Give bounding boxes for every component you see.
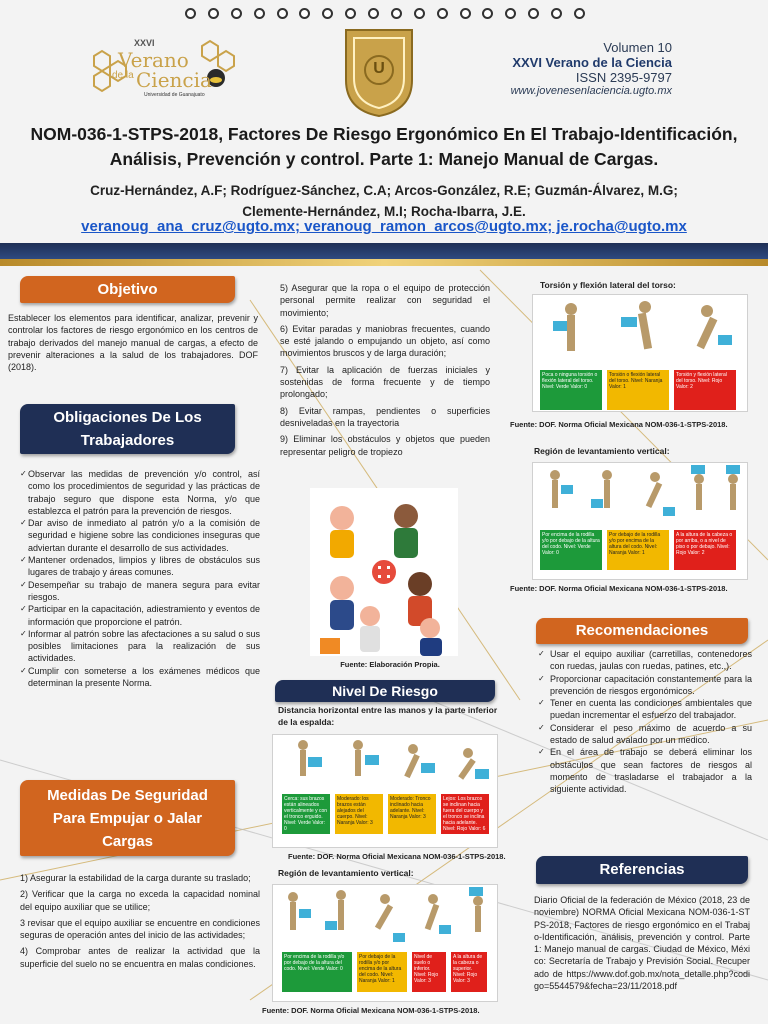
- referencias-heading: Referencias: [536, 856, 748, 884]
- poster-title: NOM-036-1-STPS-2018, Factores De Riesgo Ergonómico En El Trabajo-Identificación, Análisis, Prevención y control. Parte 1: Manejo Manual de Cargas.: [30, 124, 738, 169]
- obligaciones-heading-line1: Obligaciones De Los: [53, 409, 202, 426]
- authors-line-2: Clemente-Hernández, M.I; Rocha-Ibarra, J.E.: [242, 204, 526, 219]
- illustration-source: Fuente: Elaboración Propia.: [340, 660, 440, 669]
- objetivo-heading: Objetivo: [20, 276, 235, 303]
- recomendaciones-list: [534, 648, 752, 796]
- author-emails[interactable]: veranoug_ana_cruz@ugto.mx; veranoug_ramon_arcos@ugto.mx; je.rocha@ugto.mx: [81, 218, 687, 235]
- ring-dot: [208, 8, 219, 19]
- list-item: ✓ Informar al patrón sobre las afectaciones a su salud o sus posibles limitaciones para la realización de sus actividades.: [20, 628, 260, 665]
- region-right-figures: [533, 463, 747, 529]
- risk-level-cell: Torsión y flexión lateral del torso. Nivel: Rojo Valor: 2: [673, 369, 737, 411]
- issn: ISSN 2395-9797: [575, 70, 672, 85]
- authors-line-1: Cruz-Hernández, A.F; Rodríguez-Sánchez, C.A; Arcos-González, R.E; Guzmán-Álvarez, M.G;: [90, 183, 678, 198]
- volume-number: Volumen 10: [603, 40, 672, 55]
- region-right-source: Fuente: DOF. Norma Oficial Mexicana NOM-036-1-STPS-2018.: [510, 584, 728, 593]
- list-item: 7) Evitar la aplicación de fuerzas iniciales y sostenidas de forma frecuente y de tiempo prolongado;: [280, 364, 490, 400]
- ring-dot: [322, 8, 333, 19]
- list-item: 3 revisar que el equipo auxiliar se encuentre en condiciones seguras de operación antes del inicio de las actividades;: [20, 917, 260, 941]
- recomendaciones-heading: Recomendaciones: [536, 618, 748, 644]
- ring-dot: [460, 8, 471, 19]
- ring-dot: [185, 8, 196, 19]
- medidas-heading-line3: Cargas: [102, 833, 153, 850]
- list-item: ✓ Usar el equipo auxiliar (carretillas, contenedores con ruedas, jaulas con ruedas, patines, etc.,).: [534, 648, 752, 673]
- risk-level-cell: Por encima de la rodilla y/o por debajo de la altura del codo. Nivel: Verde Valor: 0: [539, 529, 603, 571]
- list-item: ✓ Considerar el peso máximo de acuerdo a su estado de salud avalado por un medico.: [534, 722, 752, 747]
- list-item: ✓ Cumplir con someterse a los exámenes médicos que determinan la presente Norma.: [20, 665, 260, 690]
- referencias-text: Diario Oficial de la federación de México (2018, 23 de noviembre) NORMA Oficial Mexicana NOM-036-1-STPS-2018, Factores de riesgo ergonómico en el Trabajo-Identificación, análisis, prevención y control. Parte 1: Manejo manual de cargas. Ciudad de México, México: Secretaría de Trabajo y Previsión Social. Recuperado de https://www.dof.gob.mx/nota_detalle.php?codigo=5544579&fecha=23/11/2018.pdf: [534, 895, 750, 992]
- risk-level-cell: Moderado: los brazos están alejados del cuerpo. Nivel: Naranja Valor: 3: [334, 793, 384, 835]
- list-item: ✓ Proporcionar capacitación constantemente para la prevención de riesgos ergonómicos.: [534, 673, 752, 698]
- torsion-figures: [533, 295, 747, 365]
- list-item: ✓ Tener en cuenta las condiciones ambientales que puedan incrementar el esfuerzo del trabajador.: [534, 697, 752, 722]
- nivel-panel2-source: Fuente: DOF. Norma Oficial Mexicana NOM-036-1-STPS-2018.: [262, 1006, 480, 1015]
- list-item: ✓ Dar aviso de inmediato al patrón y/o a la comisión de seguridad e higiene sobre las condiciones inseguras que adviertan durante el desarrollo de sus actividades.: [20, 517, 260, 554]
- medidas-list-left: [20, 872, 260, 974]
- torsion-label: Torsión y flexión lateral del torso:: [540, 280, 676, 290]
- list-item: 2) Verificar que la carga no exceda la capacidad nominal del equipo auxiliar que se utilice;: [20, 889, 260, 912]
- ring-dot: [277, 8, 288, 19]
- ring-dot: [254, 8, 265, 19]
- risk-level-cell: Por encima de la rodilla y/o por debajo de la altura del codo. Nivel: Verde Valor: 0: [281, 951, 353, 993]
- nivel-panel1-figures: [273, 735, 497, 795]
- ring-dot: [437, 8, 448, 19]
- risk-level-cell: Cerca: sus brazos están alineados verticalmente y con el tronco erguido. Nivel: Verde Valor: 0: [281, 793, 331, 835]
- logo-verano: Verano: [118, 48, 189, 72]
- medidas-heading-line2: Para Empujar o Jalar: [52, 810, 203, 827]
- list-item: 6) Evitar paradas y maniobras frecuentes, cuando se esté jalando o empujando un objeto, así como movimientos bruscos y de larga duración;: [280, 323, 490, 359]
- nivel-panel-1: [272, 734, 498, 848]
- list-item: 5) Asegurar que la ropa o el equipo de protección personal permite realizar con seguridad el movimiento;: [280, 283, 490, 318]
- ring-dot: [368, 8, 379, 19]
- region-right-cells: [539, 529, 743, 571]
- logo-dela: de la: [112, 70, 134, 81]
- university-seal: [340, 24, 418, 118]
- header-band: [0, 243, 768, 259]
- list-item: 8) Evitar rampas, pendientes o superficies desniveladas en la trayectoria: [280, 405, 490, 428]
- list-item: ✓ En el área de trabajo se deberá eliminar los obstáculos que sean factores de riesgos al momento de trasladarse el trabajador a la siguiente actividad.: [534, 746, 752, 795]
- verano-ciencia-logo: [84, 36, 244, 106]
- medidas-heading: [20, 780, 235, 856]
- list-item: ✓ Desempeñar su trabajo de manera segura para evitar riesgos.: [20, 579, 260, 604]
- ring-dot: [231, 8, 242, 19]
- ring-dot: [505, 8, 516, 19]
- workers-illustration: [310, 488, 458, 656]
- ring-dot: [551, 8, 562, 19]
- nivel-panel1-label: Distancia horizontal entre las manos y la parte inferior de la espalda:: [278, 705, 498, 727]
- list-item: ✓ Observar las medidas de prevención y/o control, así como los procedimientos de seguridad y las prácticas de trabajo seguro que dispone esta Norma, y/o que establezca el patrón para la prevención de riesgos.: [20, 468, 260, 517]
- logo-university: Universidad de Guanajuato: [144, 92, 205, 98]
- obligaciones-heading: [20, 404, 235, 454]
- risk-level-cell: Por debajo de la rodilla y/o por encima de la altura del codo. Nivel: Naranja Valor: 1: [356, 951, 408, 993]
- list-item: 9) Eliminar los obstáculos y objetos que pueden representar peligro de tropiezo: [280, 434, 490, 457]
- ring-dot: [528, 8, 539, 19]
- risk-level-cell: Lejos: Los brazos se inclinan hacia fuera del cuerpo y el tronco se inclina hacia adelante. Nivel: Rojo Valor: 6: [440, 793, 490, 835]
- torsion-source: Fuente: DOF. Norma Oficial Mexicana NOM-036-1-STPS-2018.: [510, 420, 728, 429]
- authors: [40, 180, 728, 222]
- volume-info: [492, 40, 672, 97]
- risk-level-cell: A la altura de la cabeza o por arriba, o a nivel de piso o por debajo. Nivel: Rojo Valor: 2: [673, 529, 737, 571]
- obligaciones-heading-line2: Trabajadores: [80, 432, 175, 449]
- ring-dot: [574, 8, 585, 19]
- medidas-list-middle: [280, 282, 490, 462]
- ring-dot: [391, 8, 402, 19]
- list-item: 1) Asegurar la estabilidad de la carga durante su traslado;: [20, 873, 251, 883]
- list-item: ✓ Mantener ordenados, limpios y libres de obstáculos sus lugares de trabajo y áreas comunes.: [20, 554, 260, 579]
- risk-level-cell: Moderado: Tronco inclinado hacia adelante. Nivel: Naranja Valor: 3: [387, 793, 437, 835]
- top-ring-dots: [185, 8, 585, 19]
- nivel-heading: Nivel De Riesgo: [275, 680, 495, 702]
- region-right-panel: [532, 462, 748, 580]
- obligaciones-list: [20, 468, 260, 689]
- ring-dot: [414, 8, 425, 19]
- website[interactable]: www.jovenesenlaciencia.ugto.mx: [510, 85, 672, 97]
- list-item: ✓ Participar en la capacitación, adiestramiento y eventos de información que proporcione el patrón.: [20, 603, 260, 628]
- nivel-panel2-cells: [281, 951, 491, 993]
- nivel-panel1-source: Fuente: DOF. Norma Oficial Mexicana NOM-036-1-STPS-2018.: [288, 852, 506, 861]
- nivel-panel1-cells: [281, 793, 491, 835]
- risk-level-cell: Torsión o flexión lateral del torso. Nivel: Naranja Valor: 1: [606, 369, 670, 411]
- torsion-cells: [539, 369, 743, 411]
- risk-level-cell: A la altura de la cabeza o superior. Nivel: Rojo Valor: 3: [450, 951, 488, 993]
- logo-ciencia: Ciencia: [136, 68, 212, 92]
- ring-dot: [482, 8, 493, 19]
- logo-roman: XXVI: [134, 38, 155, 48]
- region-right-label: Región de levantamiento vertical:: [534, 446, 670, 456]
- risk-level-cell: Nivel de suelo o inferior. Nivel: Rojo Valor: 3: [411, 951, 447, 993]
- ring-dot: [299, 8, 310, 19]
- header-gold-band: [0, 259, 768, 266]
- risk-level-cell: Poca o ninguna torsión o flexión lateral del torso. Nivel: Verde Valor: 0: [539, 369, 603, 411]
- list-item: 4) Comprobar antes de realizar la actividad que la superficie del suelo no se encuentra en malas condiciones.: [20, 946, 260, 969]
- nivel-panel2-figures: [273, 885, 497, 949]
- risk-level-cell: Por debajo de la rodilla y/o por encima de la altura del codo. Nivel: Naranja Valor: 1: [606, 529, 670, 571]
- nivel-panel-2: [272, 884, 498, 1002]
- event-name: XXVI Verano de la Ciencia: [512, 55, 672, 70]
- ring-dot: [345, 8, 356, 19]
- torsion-panel: [532, 294, 748, 412]
- objetivo-text: Establecer los elementos para identificar, analizar, prevenir y controlar los factores de riesgo ergonómico en los centros de trabajo derivados del manejo manual de cargas, a efecto de prevenir alteraciones a la salud de los trabajadores. DOF (2018).: [8, 313, 258, 373]
- seal-letter: U: [373, 60, 385, 77]
- medidas-heading-line1: Medidas De Seguridad: [47, 787, 208, 804]
- nivel-panel2-label: Región de levantamiento vertical:: [278, 868, 414, 878]
